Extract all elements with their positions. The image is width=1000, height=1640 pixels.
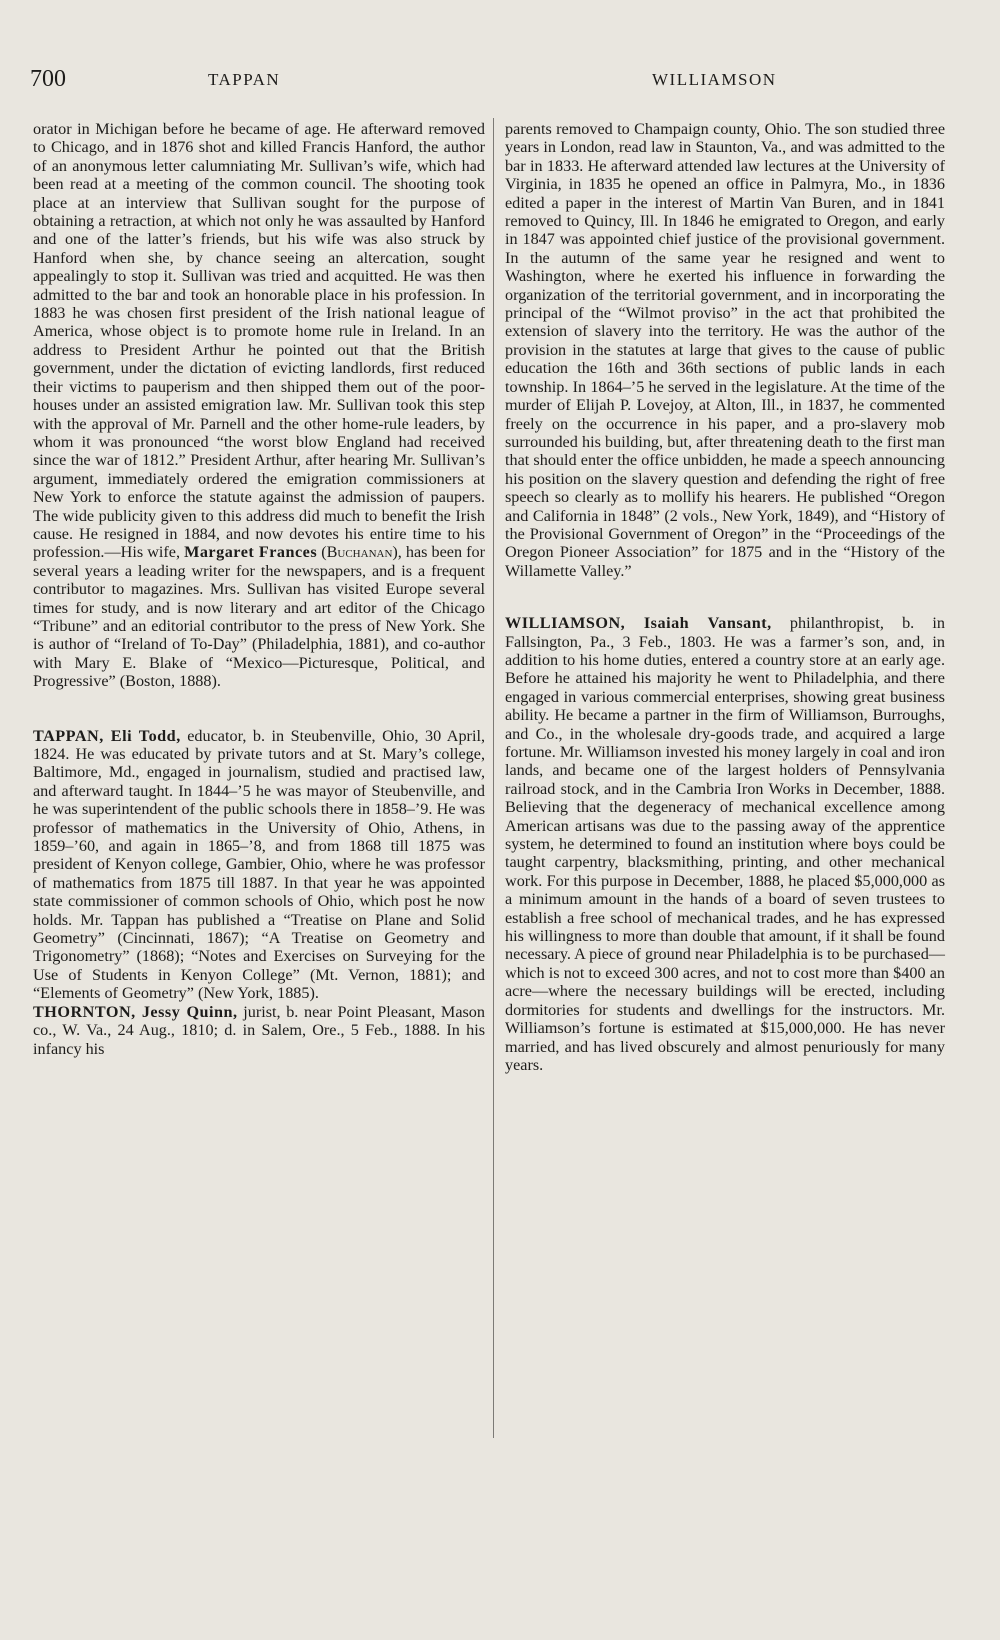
thornton-continuation-text: parents removed to Champaign county, Ohio. The son studied three years in London, read law in Staunton, Va., and was admitted to the bar in 1833. He afterward attended law lectures at the University of Virginia, in 1835 he opened an office in Palmyra, Mo., in 1836 edited a paper in the interest of Martin Van Buren, and in 1841 removed to Quincy, Ill. In 1846 he emigrated to Oregon, and early in 1847 was appointed chief justice of the provisional government. In the autumn of the same year he resigned and went to Washington, where he exerted his influence in forwarding the organization of the territorial government, and in incorporating the principal of the “Wilmot proviso” in the act that prohibited the extension of slavery into the territory. He was the author of the provision in the statutes at large that gives to the cause of public education the 16th and 36th sections of public lands in each township. In 1864–’5 he served in the legislature. At the time of the murder of Elijah P. Lovejoy, at Alton, Ill., in 1837, he commented freely on the occurrence in his paper, and a pro-slavery mob surrounded his building, but, after threatening death to the first man that should enter the office unbidden, he made a speech announcing his position on the slavery question and defending the right of free speech so clearly as to mollify his hearers. He published “Oregon and California in 1848” (2 vols., New York, 1849), and “History of the Provisional Government of Oregon” in the “Proceedings of the Oregon Pioneer Association” for 1875 and in the “History of the Willamette Valley.” <box>505 120 945 580</box>
wife-maiden-name: Buchanan <box>326 543 393 562</box>
williamson-entry <box>505 614 945 1074</box>
running-head-right: WILLIAMSON <box>652 70 777 89</box>
wife-text: ), has been for several years a leading writer for the newspapers, and is a frequent contributor to magazines. Mrs. Sullivan has visited Europe several times for study, and is now literary and art editor of the Chicago “Tribune” and an editorial contributor to the press of New York. She is author of “Ireland of To-Day” (Philadelphia, 1881), and co-author with Mary E. Blake of “Mexico—Picturesque, Political, and Progressive” (Boston, 1888). <box>33 543 486 691</box>
wife-open-paren: ( <box>317 543 327 562</box>
thornton-text: jurist, b. near Point Pleasant, Mason co., W. Va., 24 Aug., 1810; d. in Salem, Ore., 5 Feb., 1888. In his infancy his <box>33 1002 485 1058</box>
running-head-left: TAPPAN <box>208 70 281 89</box>
page-header <box>30 66 980 96</box>
tappan-entry <box>33 727 485 1003</box>
williamson-name: WILLIAMSON, Isaiah Vansant, <box>505 614 772 633</box>
wife-name: Margaret Frances <box>184 543 318 562</box>
thornton-name: THORNTON, Jessy Quinn, <box>33 1002 238 1021</box>
tappan-name: TAPPAN, Eli Todd, <box>33 726 181 745</box>
sullivan-continuation-text: orator in Michigan before he became of age. He afterward removed to Chicago, and in 1876 shot and killed Francis Hanford, the author of an anonymous letter calumniating Mr. Sullivan’s wife, which had been read at a meeting of the common council. The shooting took place at an interview that Sullivan sought for the purpose of obtaining a retraction, at which not only he was assaulted by Hanford and one of the latter’s friends, but his wife was also struck by Hanford when she, by chance seeing an altercation, sought appealingly to stop it. Sullivan was tried and acquitted. He was then admitted to the bar and took an honorable place in his profession. In 1883 he was chosen first president of the Irish national league of America, whose object is to promote home rule in Ireland. In an address to President Arthur he pointed out that the British government, under the dictation of evicting landlords, first reduced their victims to pauperism and then shipped them out of the poor-houses under an assisted emigration law. Mr. Sullivan took this step with the approval of Mr. Parnell and the other home-rule leaders, by whom it was pronounced “the worst blow England had received since the war of 1812.” President Arthur, after hearing Mr. Sullivan’s argument, immediately ordered the emigration commissioners at New York to enforce the statute against the admission of paupers. The wide publicity given to this address did much to benefit the Irish cause. He resigned in 1884, and now devotes his entire time to his profession.—His wife, <box>33 120 485 562</box>
page-number: 700 <box>30 66 66 92</box>
thornton-entry <box>33 1003 485 1058</box>
entry-spacer <box>505 580 945 614</box>
column-divider <box>493 118 494 1438</box>
entry-spacer <box>33 691 485 727</box>
left-column <box>33 120 485 1058</box>
right-column <box>505 120 945 1074</box>
williamson-text: philanthropist, b. in Fallsington, Pa., 3 Feb., 1803. He was a farmer’s son, and, in addition to his home duties, entered a country store at an early age. Before he attained his majority he went to Philadelphia, and there engaged in various commercial enterprises, showing great business ability. He became a partner in the firm of Williamson, Burroughs, and Co., in the wholesale dry-goods trade, and acquired a large fortune. Mr. Williamson invested his money largely in coal and iron lands, and became one of the largest holders of Pennsylvania railroad stock, and in the Cambria Iron Works in December, 1888. Believing that the degeneracy of mechanical excellence among American artisans was due to the passing away of the apprentice system, he determined to found an institution where boys could be taught carpentry, blacksmithing, printing, and other mechanical work. For this purpose in December, 1888, he placed $5,000,000 as a minimum amount in the hands of a board of seven trustees to establish a free school of mechanical trades, and he has expressed his willingness to more than double that amount, if it shall be found necessary. A piece of ground near Philadelphia is to be purchased—which is not to exceed 300 acres, and not to cost more than $400 an acre—where the necessary buildings will be erected, including dormitories for students and dwellings for the instructors. Mr. Williamson’s fortune is estimated at $15,000,000. He has never married, and has lived obscurely and almost penuriously for many years. <box>505 614 945 1074</box>
tappan-text: educator, b. in Steubenville, Ohio, 30 April, 1824. He was educated by private tutors and at St. Mary’s college, Baltimore, Md., engaged in journalism, studied and practised law, and afterward taught. In 1844–’5 he was mayor of Steubenville, and he was superintendent of the public schools there in 1858–’9. He was professor of mathematics in the University of Ohio, Athens, in 1859–’60, and again in 1865–’8, and from 1868 till 1875 was president of Kenyon college, Gambier, Ohio, where he was professor of mathematics from 1875 till 1887. In that year he was appointed state commissioner of common schools of Ohio, which post he now holds. Mr. Tappan has published a “Treatise on Plane and Solid Geometry” (Cincinnati, 1867); “A Treatise on Geometry and Trigonometry” (1868); “Notes and Exercises on Surveying for the Use of Students in Kenyon College” (Mt. Vernon, 1881); and “Elements of Geometry” (New York, 1885). <box>33 726 485 1003</box>
thornton-entry-continuation <box>505 120 945 580</box>
sullivan-entry-continuation <box>33 120 485 691</box>
